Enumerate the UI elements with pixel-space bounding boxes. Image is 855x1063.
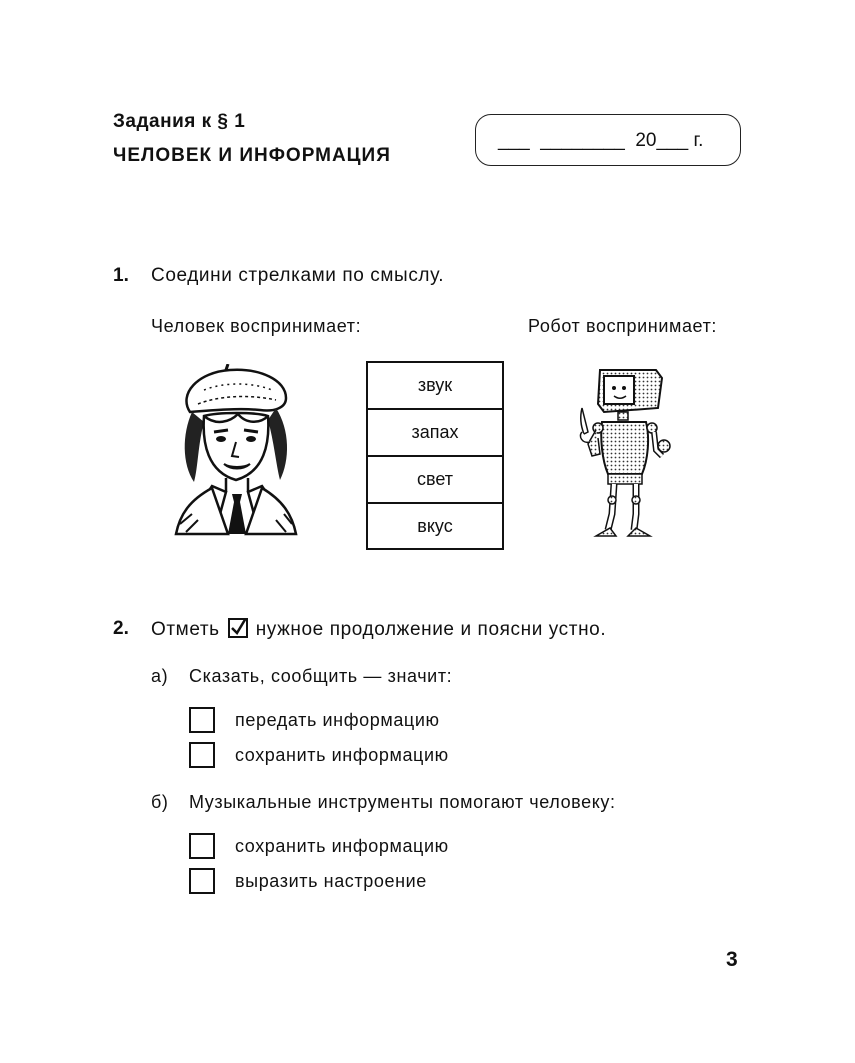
option-b2-checkbox[interactable]	[189, 868, 215, 894]
human-illustration	[168, 364, 304, 536]
part-b-question: Музыкальные инструменты помогают человеку:	[189, 792, 616, 812]
option-a1-label: передать информацию	[235, 710, 440, 730]
option-b1-checkbox[interactable]	[189, 833, 215, 859]
word-cell-smell[interactable]: запах	[368, 410, 502, 457]
date-box	[475, 114, 741, 166]
task1-instruction: Соедини стрелками по смыслу.	[151, 265, 445, 286]
word-cell-light[interactable]: свет	[368, 457, 502, 504]
word-cell-taste[interactable]: вкус	[417, 516, 453, 536]
option-b1-label: сохранить информацию	[235, 836, 449, 856]
option-a1-checkbox[interactable]	[189, 707, 215, 733]
option-a2-checkbox[interactable]	[189, 742, 215, 768]
task2-instruction-start: Отметь	[151, 619, 220, 640]
checkmark-icon	[228, 618, 248, 638]
human-heading: Человек воспринимает:	[151, 316, 362, 336]
part-a-question: Сказать, сообщить — значит:	[189, 666, 453, 686]
section-title: ЧЕЛОВЕК И ИНФОРМАЦИЯ	[113, 145, 391, 166]
robot-heading: Робот воспринимает:	[528, 316, 718, 336]
task2-instruction	[151, 618, 606, 641]
section-label: Задания к § 1	[113, 111, 246, 132]
part-b-label: б)	[151, 792, 169, 812]
page-number: 3	[726, 948, 738, 971]
task1-number: 1.	[113, 265, 129, 286]
option-b2-label: выразить настроение	[235, 871, 427, 891]
word-cell-sound[interactable]: звук	[368, 363, 502, 410]
word-table	[366, 361, 504, 550]
date-field[interactable]: ___ ________ 20___ г.	[498, 130, 704, 151]
option-a2-label: сохранить информацию	[235, 745, 449, 765]
robot-illustration	[570, 364, 676, 546]
part-a-label: а)	[151, 666, 169, 686]
task2-instruction-end: нужное продолжение и поясни устно.	[255, 619, 607, 640]
task2-number: 2.	[113, 618, 129, 639]
